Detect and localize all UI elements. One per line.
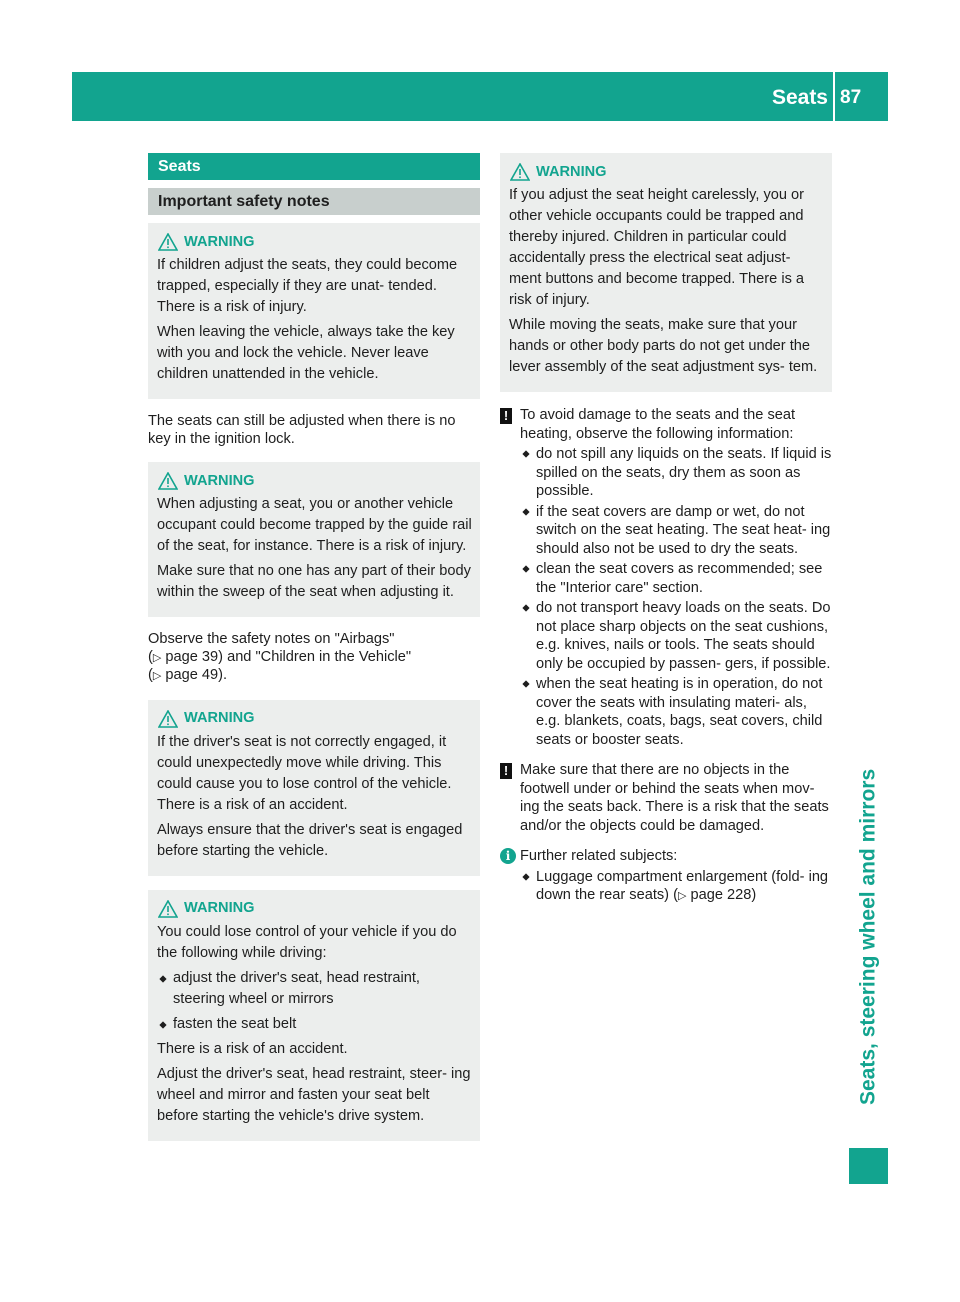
running-header-title: Seats <box>771 86 828 109</box>
page-link[interactable]: (▷ page 49). <box>148 667 228 683</box>
warning-header <box>158 229 472 255</box>
note-text: Make sure that there are no objects in the footwell under or behind the seats when mov- ing the seats back. There is a risk that the seats and/or the objects could be damaged. <box>520 762 829 834</box>
header-divider <box>833 72 835 121</box>
warning-header <box>158 706 472 732</box>
warning-box <box>500 153 832 392</box>
info-icon: i <box>500 848 516 864</box>
warning-text: If the driver's seat is not correctly engaged, it could unexpectedly move while driving. This could cause you to lose control of the vehicle. There is a risk of an accident. <box>157 733 452 813</box>
warning-triangle-icon <box>158 233 178 251</box>
caution-note <box>500 761 832 835</box>
page-arrow-icon: ▷ <box>677 890 687 902</box>
left-column <box>148 153 480 1141</box>
warning-triangle-icon <box>158 472 178 490</box>
exclamation-icon: ! <box>500 763 512 779</box>
page-arrow-icon: ▷ <box>152 670 162 682</box>
warning-label: WARNING <box>536 163 607 180</box>
warning-text: When leaving the vehicle, always take the key with you and lock the vehicle. Never leave children unattended in the vehicle. <box>157 324 455 382</box>
caution-note <box>500 406 832 749</box>
page-link[interactable]: (▷ page 39) and "Children in the Vehicle" <box>148 648 412 665</box>
page-number: 87 <box>840 87 862 108</box>
cross-reference-paragraph <box>148 631 480 686</box>
page-arrow-icon: ▷ <box>152 651 162 664</box>
warning-text: If you adjust the seat height carelessly, you or other vehicle occupants could be trapped and thereby injured. Children in particular could accidentally press the electrical seat adjust- ment buttons and become trapped. There is a risk of injury. <box>509 187 805 308</box>
exclamation-icon: ! <box>500 408 512 424</box>
page-link[interactable] <box>520 868 832 906</box>
warning-label: WARNING <box>184 472 255 489</box>
warning-box <box>148 462 480 617</box>
warning-text: There is a risk of an accident. <box>157 1040 348 1057</box>
body-line: Observe the safety notes on "Airbags" <box>148 631 395 647</box>
warning-box <box>148 890 480 1141</box>
info-note <box>500 847 832 906</box>
list-item: do not spill any liquids on the seats. If liquid is spilled on the seats, dry them as soon as possible. <box>520 445 832 501</box>
section-title: Seats <box>148 153 480 180</box>
list-item: do not transport heavy loads on the seats. Do not place sharp objects on the seat cushions, e.g. knives, nails or tools. The seats should only be occupied by passen- gers, if possible. <box>520 599 832 673</box>
warning-text: Adjust the driver's seat, head restraint, steer- ing wheel and mirror and fasten your seat belt before starting the vehicle's drive system. <box>157 1065 471 1124</box>
warning-triangle-icon <box>158 710 178 728</box>
list-item: if the seat covers are damp or wet, do not switch on the seat heating. The seat heat- ing should also not be used to dry the seats. <box>520 503 832 559</box>
warning-triangle-icon <box>510 163 530 181</box>
chapter-marker <box>849 1148 888 1184</box>
right-column <box>500 153 832 906</box>
warning-text: When adjusting a seat, you or another vehicle occupant could become trapped by the guide rail of the seat, for instance. There is a risk of injury. <box>157 496 472 554</box>
note-text: To avoid damage to the seats and the seat heating, observe the following information: <box>520 407 796 442</box>
warning-box <box>148 223 480 399</box>
link-text: page 228) <box>690 887 757 903</box>
note-text: Further related subjects: <box>520 848 678 864</box>
warning-header <box>510 159 824 185</box>
list-item: adjust the driver's seat, head restraint, steering wheel or mirrors <box>157 968 472 1010</box>
warning-label: WARNING <box>184 233 255 250</box>
link-text: page 39) and "Children in the Vehicle" <box>165 648 412 665</box>
body-paragraph: The seats can still be adjusted when there is no key in the ignition lock. <box>148 413 456 447</box>
list-item: when the seat heating is in operation, do not cover the seats with insulating materi- als, e.g. blankets, coats, bags, seat covers, child seats or booster seats. <box>520 675 832 749</box>
warning-triangle-icon <box>158 900 178 918</box>
link-text: Luggage compartment enlargement (fold- ing down the rear seats) ( <box>536 868 829 903</box>
chapter-side-tab: Seats, steering wheel and mirrors <box>856 768 880 1105</box>
warning-text: Always ensure that the driver's seat is engaged before starting the vehicle. <box>157 821 463 859</box>
warning-text: You could lose control of your vehicle if you do the following while driving: <box>157 923 457 961</box>
warning-label: WARNING <box>184 710 255 726</box>
warning-label: WARNING <box>184 900 255 916</box>
warning-header <box>158 896 472 922</box>
list-item: clean the seat covers as recommended; see the "Interior care" section. <box>520 560 832 597</box>
warning-text: If children adjust the seats, they could become trapped, especially if they are unat- tended. There is a risk of injury. <box>157 257 458 315</box>
list-item: fasten the seat belt <box>157 1014 472 1035</box>
warning-box <box>148 700 480 876</box>
warning-header <box>158 468 472 494</box>
warning-text: Make sure that no one has any part of their body within the sweep of the seat when adjusting it. <box>157 563 471 600</box>
subsection-title: Important safety notes <box>148 188 480 215</box>
warning-text: While moving the seats, make sure that your hands or other body parts do not get under the lever assembly of the seat adjustment sys- tem. <box>509 317 818 375</box>
link-text: page 49). <box>165 667 228 683</box>
